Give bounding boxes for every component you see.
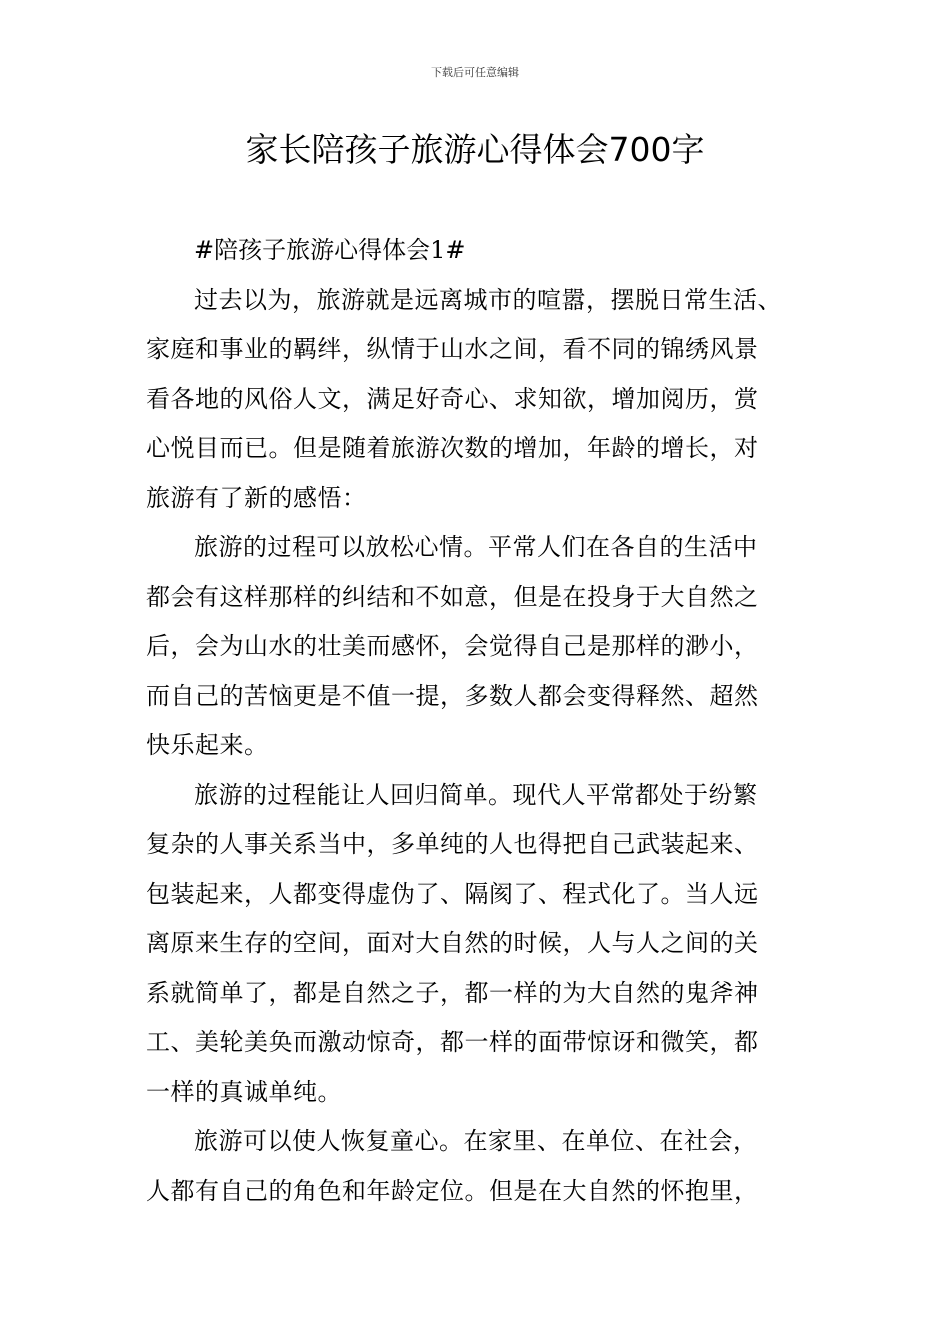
paragraph-line: 心悦目而已。但是随着旅游次数的增加，年龄的增长，对 [146,434,759,462]
paragraph-3 [146,771,810,1118]
paragraph-line: 家庭和事业的羁绊，纵情于山水之间，看不同的锦绣风景 [146,335,759,363]
paragraph-line: 工、美轮美奂而激动惊奇，都一样的面带惊讶和微笑，都 [146,1028,759,1056]
paragraph-4 [146,1117,810,1216]
paragraph-line: 旅游有了新的感悟： [146,483,367,512]
paragraph-line: 旅游可以使人恢复童心。在家里、在单位、在社会， [194,1127,758,1155]
paragraph-line: 旅游的过程能让人回归简单。现代人平常都处于纷繁 [194,780,758,809]
document-title: 家长陪孩子旅游心得体会700字 [245,130,705,169]
paragraph-line: 一样的真诚单纯。 [146,1077,342,1106]
paragraph-line: 旅游的过程可以放松心情。平常人们在各自的生活中 [194,533,758,561]
paragraph-line: 看各地的风俗人文，满足好奇心、求知欲，增加阅历，赏 [146,384,759,413]
paragraph-line: 包装起来，人都变得虚伪了、隔阂了、程式化了。当人远 [146,879,759,908]
paragraph-line: 系就简单了，都是自然之子，都一样的为大自然的鬼斧神 [146,978,759,1007]
paragraph-line: 快乐起来。 [146,731,269,759]
paragraph-line: 过去以为，旅游就是远离城市的喧嚣，摆脱日常生活、 [194,285,782,314]
header-note: 下载后可任意编辑 [431,66,519,79]
paragraph-line: 后，会为山水的壮美而感怀，会觉得自己是那样的渺小， [146,632,759,660]
paragraph-line: 都会有这样那样的纠结和不如意，但是在投身于大自然之 [146,582,759,611]
paragraph-1 [146,276,810,524]
paragraph-line: 人都有自己的角色和年龄定位。但是在大自然的怀抱里， [146,1176,759,1205]
paragraph-line: 而自己的苦恼更是不值一提，多数人都会变得释然、超然 [146,681,759,710]
section-heading: #陪孩子旅游心得体会1# [194,236,466,264]
document-body [146,226,810,1216]
paragraph-line: 离原来生存的空间，面对大自然的时候，人与人之间的关 [146,929,759,957]
paragraph-line: 复杂的人事关系当中，多单纯的人也得把自己武装起来、 [146,830,759,858]
paragraph-2 [146,523,810,771]
